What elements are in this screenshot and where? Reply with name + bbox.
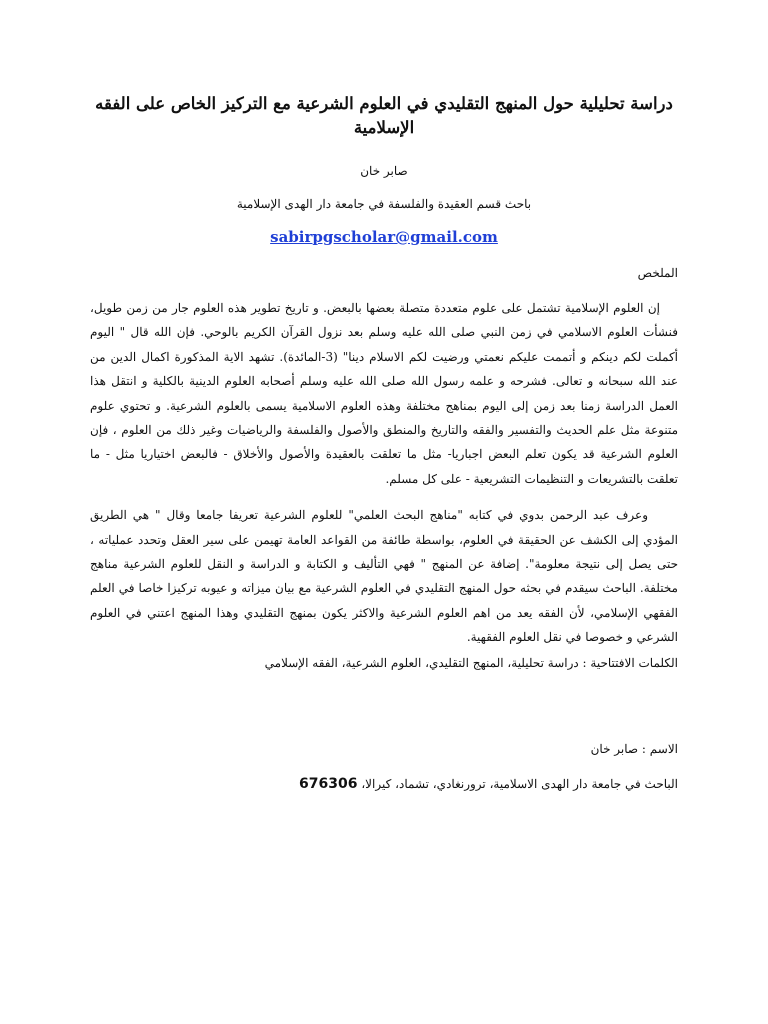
abstract-heading: الملخص bbox=[637, 266, 678, 280]
author-affiliation: باحث قسم العقيدة والفلسفة في جامعة دار الهدى الإسلامية bbox=[236, 197, 532, 211]
author-name: صابر خان bbox=[360, 164, 408, 178]
keywords-line: الكلمات الافتتاحية : دراسة تحليلية، المنهج التقليدي، العلوم الشرعية، الفقه الإسلامي bbox=[264, 655, 678, 670]
email-container bbox=[90, 227, 678, 246]
name-line: الاسم : صابر خان bbox=[590, 741, 678, 756]
address-text: الباحث في جامعة دار الهدى الاسلامية، ترورنغادي، تشماد، كيرالا، bbox=[361, 776, 678, 791]
author-email-link[interactable]: sabirpgscholar@gmail.com bbox=[270, 228, 498, 246]
abstract-paragraph-1: إن العلوم الإسلامية تشتمل على علوم متعددة متصلة بعضها بالبعض. و تاريخ تطوير هذه العلوم جار من زمن طويل، فنشأت العلوم الاسلامي في زمن النبي صلى الله عليه وسلم بعد نزول القرآن الكريم بالوحي. فإن الله قال " اليوم أكملت لكم دينكم و أتممت عليكم نعمتي ورضيت لكم الاسلام دينا" (3-المائدة). تشهد الاية المذكورة اكمال الدين من عند الله سبحانه و تعالى. فشرحه و علمه رسول الله صلى الله عليه وسلم أصحابه العلوم الدينية بالكلية و انتقل هذا العمل الدراسة زمنا بعد زمن إلى اليوم بمناهج مختلفة وهذه العلوم الاسلامية يسمى بالعلوم الشرعية. و تحتوي علوم متنوعة مثل علم الحديث والتفسير والفقه والتاريخ والمنطق والأصول والفلسفة والرياضيات وغير ذلك من العلوم ، فإن العلوم الشرعية قد يكون تعلم البعض اجباريا- مثل ما تعلقت بالعقيدة والأصول والأخلاق - فالبعض اختياريا مثل - ما تعلقت بالتشريعات و التنظيمات التشريعية - على كل مسلم. bbox=[90, 301, 678, 486]
address-line bbox=[90, 774, 678, 794]
abstract-paragraph-2: وعرف عبد الرحمن بدوي في كتابه "مناهج البحث العلمي" للعلوم الشرعية تعريفا جامعا وقال " هي الطريق المؤدي إلى الكشف عن الحقيقة في العلوم، بواسطة طائفة من القواعد العامة تهيمن على سير العقل وتحدد عملياته ، حتى يصل إلى نتيجة معلومة". إضافة عن المنهج " فهي التأليف و الكتابة و الدراسة و النقل للعلوم الشرعية مناهج مختلفة. الباحث سيقدم في بحثه حول المنهج التقليدي في العلوم الشرعية مع بيان ميزاته و عيوبه تركيزا خاصا في العلم الفقهي الإسلامي، لأن الفقه يعد من اهم العلوم الشرعية والاكثر يكون بمنهج التقليدي وهذا المنهج اعتني في العلوم الشرعي و خصوصا في نقل العلوم الفقهية. bbox=[90, 508, 678, 645]
pin-code: 676306 bbox=[299, 775, 358, 792]
paper-title: دراسة تحليلية حول المنهج التقليدي في العلوم الشرعية مع التركيز الخاص على الفقه الإسلامية bbox=[95, 94, 673, 137]
